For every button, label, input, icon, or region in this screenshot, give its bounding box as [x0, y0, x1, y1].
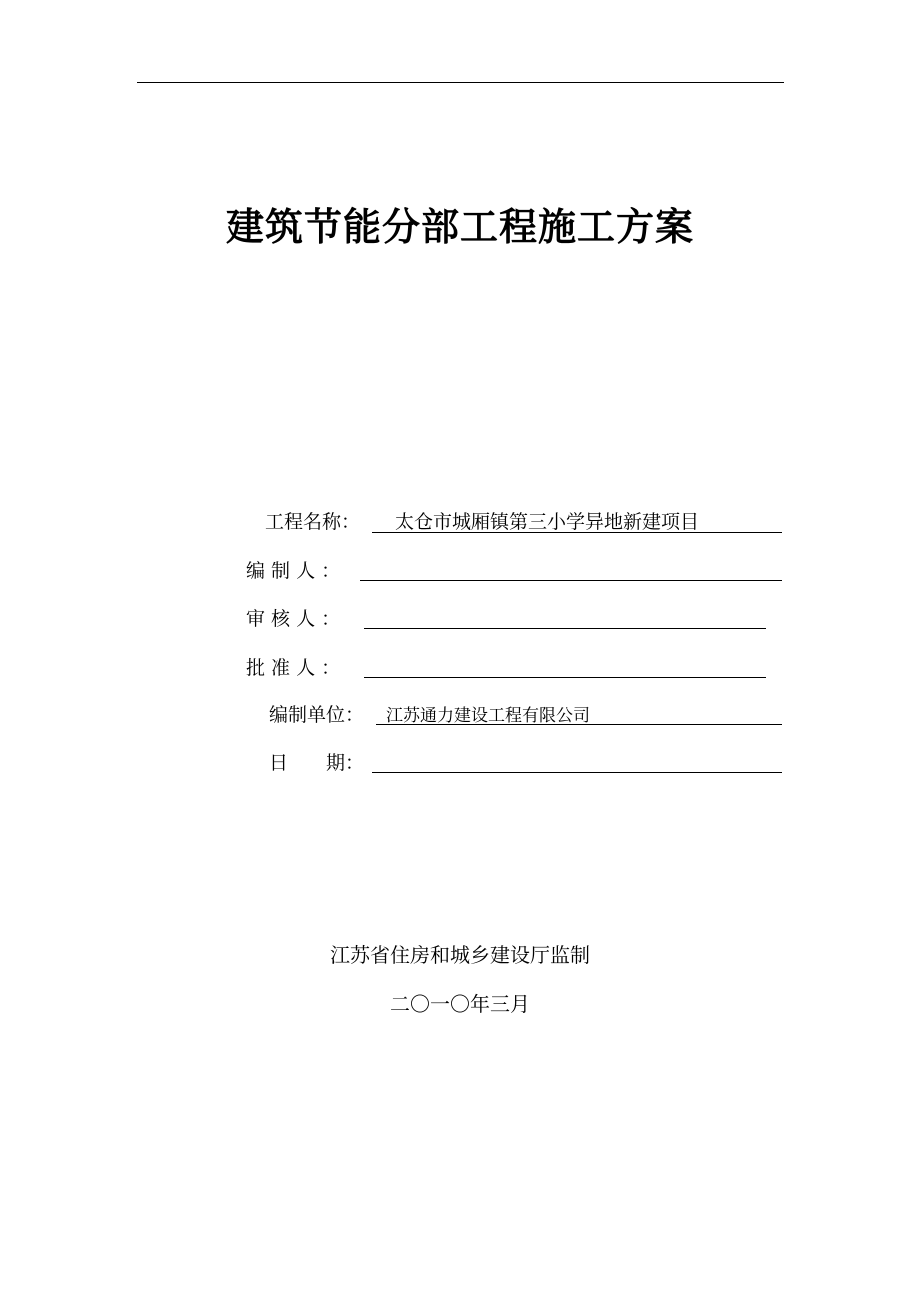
approver-underline	[364, 677, 766, 678]
header-rule	[137, 82, 784, 83]
document-title: 建筑节能分部工程施工方案	[225, 205, 694, 249]
project-name-value: 太仓市城厢镇第三小学异地新建项目	[395, 511, 700, 533]
compiler-underline	[360, 580, 782, 581]
reviewer-underline	[364, 628, 766, 629]
project-name-underline	[372, 532, 782, 533]
compiler-label: 编 制 人 ：	[246, 560, 341, 582]
supervisor-text: 江苏省住房和城乡建设厅监制	[330, 943, 590, 967]
compiling-unit-label: 编制单位：	[269, 704, 365, 726]
reviewer-label: 审 核 人 ：	[246, 608, 341, 630]
compiling-unit-underline	[376, 724, 782, 725]
approver-label: 批 准 人 ：	[246, 657, 341, 679]
compiling-unit-value: 江苏通力建设工程有限公司	[386, 706, 590, 726]
project-name-label: 工程名称：	[265, 511, 361, 533]
date-underline	[372, 772, 782, 773]
date-label: 日 期：	[269, 752, 365, 774]
document-date: 二〇一〇年三月	[390, 992, 530, 1016]
